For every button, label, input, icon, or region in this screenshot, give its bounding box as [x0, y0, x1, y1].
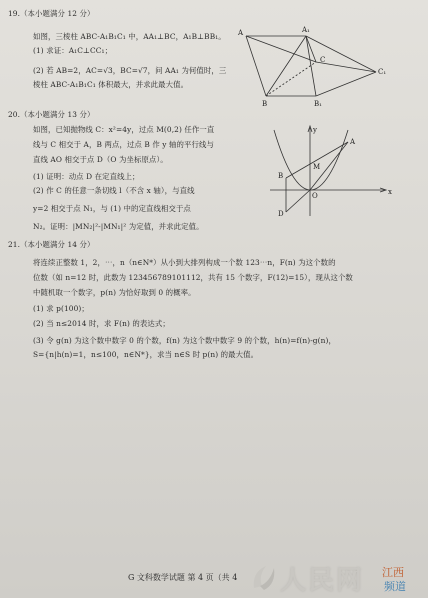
swoosh-logo-icon	[250, 562, 278, 592]
q20-header: 20.（本小题满分 13 分）	[8, 110, 95, 119]
q20-line-3: 直线 AO 相交于点 D（O 为坐标原点）。	[33, 155, 168, 164]
people-daily-watermark	[250, 556, 428, 598]
point-label-d: D	[278, 210, 284, 218]
q21-header: 21.（本小题满分 14 分）	[8, 240, 95, 249]
q21-line-2: 位数（如 n=12 时，此数为 123456789101112，共有 15 个数字，F(12)=15），现从这个数	[33, 273, 353, 282]
prism-label-c1: C₁	[378, 68, 387, 76]
prism-label-b: B	[262, 100, 268, 108]
q19-line-3: (2) 若 AB=2，AC=√3，BC=√7，问 AA₁ 为何值时，三	[33, 66, 227, 75]
point-label-a: A	[350, 138, 356, 146]
axis-label-y: y	[313, 126, 317, 134]
watermark-brand: 人民网	[280, 566, 365, 596]
prism-diagram	[236, 22, 388, 110]
watermark-channel: 频道	[384, 580, 406, 593]
prism-label-c: C	[320, 56, 326, 64]
q21-line-1: 将连续正整数 1，2，⋯，n（n∈N*）从小到大排列构成一个数 123⋯n，F(n) 为这个数的	[33, 258, 336, 267]
q21-line-5: (2) 当 n≤2014 时，求 F(n) 的表达式；	[33, 319, 170, 328]
q20-line-7: N₂。证明：|MN₂|²-|MN₁|² 为定值，并求此定值。	[33, 222, 204, 231]
point-label-b: B	[278, 172, 284, 180]
point-label-o: O	[312, 192, 318, 200]
page-footer: G 文科数学试题 第 4 页（共 4	[128, 573, 238, 582]
prism-label-a1: A₁	[302, 26, 310, 34]
q21-line-3: 中随机取一个数字，p(n) 为恰好取到 0 的概率。	[33, 288, 196, 297]
prism-label-b1: B₁	[314, 100, 322, 108]
q20-line-1: 如图，已知抛物线 C：x²=4y，过点 M(0,2) 任作一直	[33, 125, 215, 134]
q20-line-6: y=2 相交于点 N₁，与 (1) 中的定直线相交于点	[33, 204, 191, 213]
q21-line-4: (1) 求 p(100)；	[33, 304, 89, 313]
q21-line-6: (3) 令 g(n) 为这个数中数字 0 的个数，f(n) 为这个数中数字 9 的个数，h(n)=f(n)-g(n)，	[33, 336, 336, 345]
point-label-m: M	[313, 163, 321, 171]
prism-label-a: A	[238, 29, 244, 37]
watermark-region: 江西	[382, 566, 404, 579]
q19-line-2: (1) 求证：A₁C⊥CC₁；	[33, 46, 113, 55]
q20-line-5: (2) 作 C 的任意一条切线 l（不含 x 轴），与直线	[33, 186, 195, 195]
axis-label-x: x	[388, 188, 392, 196]
q21-line-7: S={n|h(n)=1，n≤100，n∈N*}，求当 n∈S 时 p(n) 的最大值。	[33, 350, 259, 359]
parabola-diagram	[268, 122, 396, 220]
q19-header: 19.（本小题满分 12 分）	[8, 9, 95, 18]
q19-line-1: 如图，三棱柱 ABC-A₁B₁C₁ 中，AA₁⊥BC，A₁B⊥BB₁。	[33, 32, 226, 41]
q20-line-2: 线与 C 相交于 A，B 两点，过点 B 作 y 轴的平行线与	[33, 140, 214, 149]
q20-line-4: (1) 证明：动点 D 在定直线上；	[33, 172, 140, 181]
q19-line-4: 棱柱 ABC-A₁B₁C₁ 体积最大，并求此最大值。	[33, 80, 189, 89]
